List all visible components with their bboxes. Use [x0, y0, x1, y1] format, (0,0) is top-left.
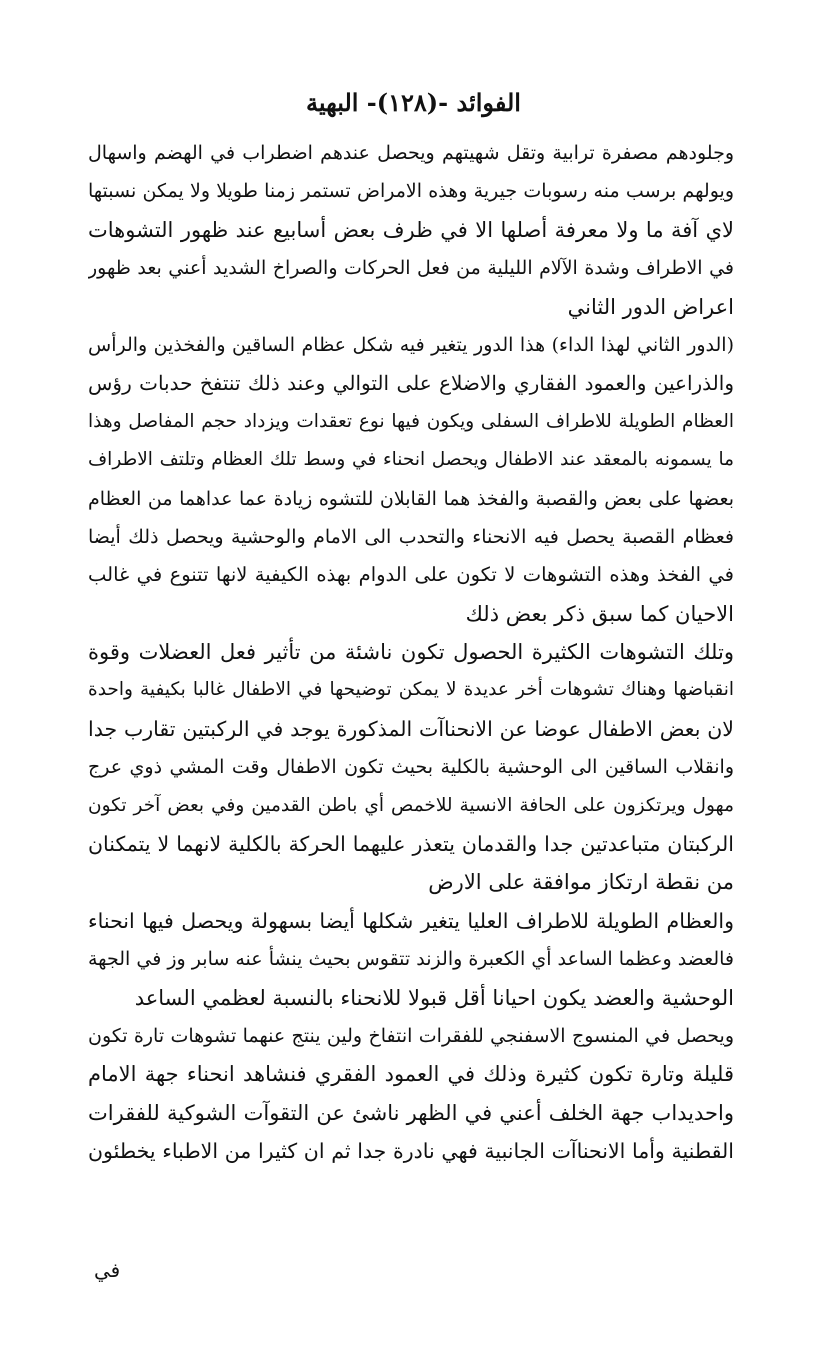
text-line: اعراض الدور الثاني — [567, 294, 734, 319]
text-line: الاحيان كما سبق ذكر بعض ذلك — [465, 601, 734, 626]
text-line: ويحصل في المنسوج الاسفنجي للفقرات انتفاخ ولين ينتج عنهما تشوهات تارة تكون — [88, 1024, 734, 1047]
running-header: الفوائد -(١٢٨)- البهية — [306, 88, 521, 117]
paragraph — [88, 134, 734, 326]
text-line: فعظام القصبة يحصل فيه الانحناء والتحدب الى الامام والوحشية ويحصل ذلك أيضا — [88, 525, 734, 548]
text-line: في الفخذ وهذه التشوهات لا تكون على الدوام بهذه الكيفية لانها تتنوع في غالب — [88, 563, 734, 587]
text-line: والذراعين والعمود الفقاري والاضلاع على التوالي وعند ذلك تنتفخ حدبات رؤس — [88, 371, 734, 396]
paragraph — [88, 1017, 734, 1171]
text-line: انقباضها وهناك تشوهات أخر عديدة لا يمكن توضيحها في الاطفال غالبا بكيفية واحدة — [88, 679, 734, 701]
text-line: فالعضد وعظما الساعد أي الكعبرة والزند تتقوس بحيث ينشأ عنه سابر وز في الجهة — [88, 948, 734, 971]
text-line: مهول ويرتكزون على الحافة الانسية للاخمص أي باطن القدمين وفي بعض آخر تكون — [88, 794, 734, 816]
text-line: ويولهم برسب منه رسوبات جيرية وهذه الامراض تستمر زمنا طويلا ولا يمكن نسبتها — [88, 180, 734, 203]
text-line: والعظام الطويلة للاطراف العليا يتغير شكلها أيضا بسهولة ويحصل فيها انحناء — [88, 908, 734, 933]
text-line: لاي آفة ما ولا معرفة أصلها الا في ظرف بعض أسابيع عند ظهور التشوهات — [88, 217, 734, 242]
text-line: الركبتان متباعدتين جدا والقدمان يتعذر عليهما الحركة بالكلية لانهما لا يتمكنان — [88, 832, 734, 857]
text-line: من نقطة ارتكاز موافقة على الارض — [428, 870, 734, 895]
text-line: قليلة وتارة تكون كثيرة وذلك في العمود الفقري فنشاهد انحناء جهة الامام — [88, 1062, 734, 1087]
text-line: بعضها على بعض والقصبة والفخذ هما القابلان للتشوه زيادة عما عداهما من العظام — [88, 487, 734, 510]
catchword: في — [94, 1258, 121, 1282]
text-line: (الدور الثاني لهذا الداء) هذا الدور يتغير فيه شكل عظام الساقين والفخذين والرأس — [88, 333, 734, 356]
text-line: ما يسمونه بالمعقد عند الاطفال ويحصل انحناء في وسط تلك العظام وتلتف الاطراف — [88, 449, 734, 471]
text-line: القطنية وأما الانحناآت الجانبية فهي نادرة جدا ثم ان كثيرا من الاطباء يخطئون — [88, 1139, 734, 1164]
text-line: لان بعض الاطفال عوضا عن الانحناآت المذكورة يوجد في الركبتين تقارب جدا — [88, 716, 734, 741]
text-line: واحديداب جهة الخلف أعني في الظهر ناشئ عن التقوآت الشوكية للفقرات — [88, 1100, 734, 1125]
paragraph — [88, 902, 734, 1017]
paragraph — [88, 326, 734, 633]
paragraph — [88, 633, 734, 902]
text-line: وجلودهم مصفرة ترابية وتقل شهيتهم ويحصل عندهم اضطراب في الهضم واسهال — [88, 142, 734, 164]
text-line: العظام الطويلة للاطراف السفلى ويكون فيها نوع تعقدات ويزداد حجم المفاصل وهذا — [88, 410, 734, 432]
text-line: وانقلاب الساقين الى الوحشية بالكلية بحيث تكون الاطفال وقت المشي ذوي عرج — [88, 756, 734, 779]
text-line: في الاطراف وشدة الآلام الليلية من فعل الحركات والصراخ الشديد أعني بعد ظهور — [88, 257, 734, 280]
text-body — [88, 134, 734, 1171]
text-line: وتلك التشوهات الكثيرة الحصول تكون ناشئة من تأثير فعل العضلات وقوة — [88, 640, 734, 665]
text-line: الوحشية والعضد يكون احيانا أقل قبولا للانحناء بالنسبة لعظمي الساعد — [134, 985, 734, 1010]
